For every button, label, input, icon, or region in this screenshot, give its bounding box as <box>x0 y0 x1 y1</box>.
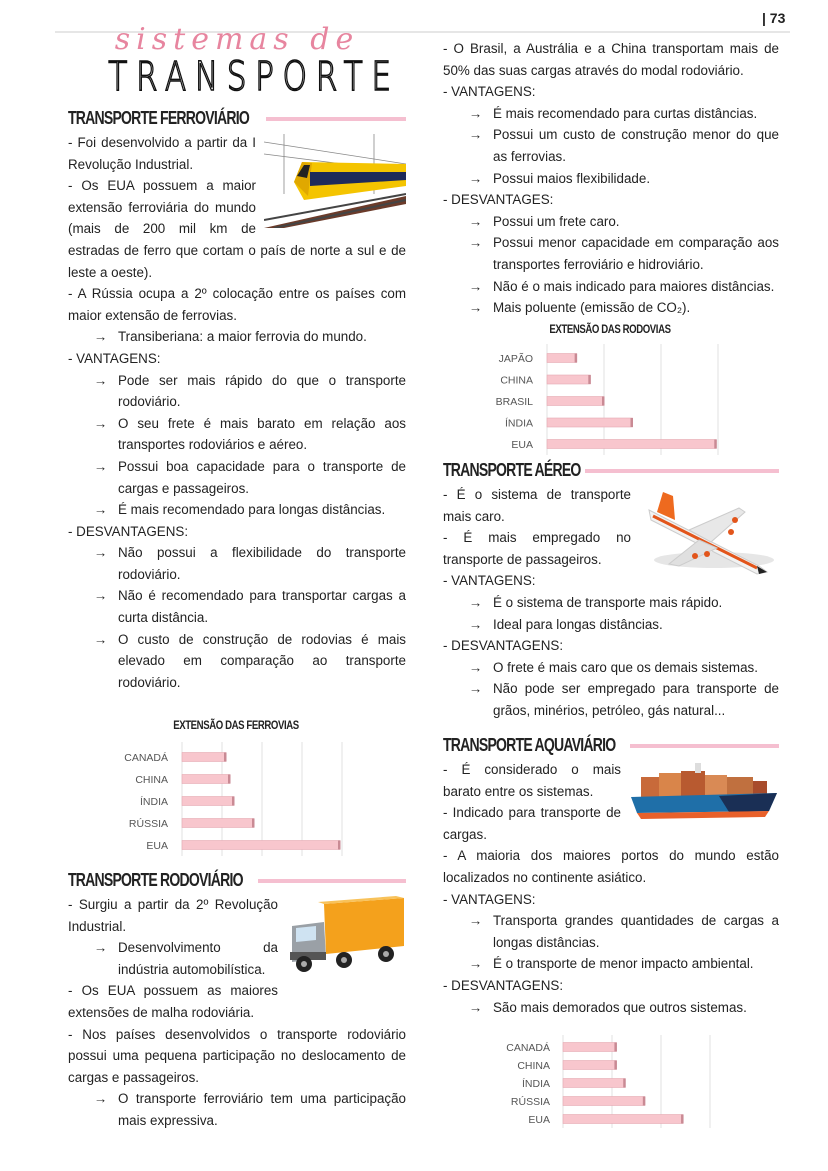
bar-end <box>602 397 605 406</box>
bar <box>547 440 716 449</box>
bar-end <box>224 753 227 762</box>
bar-end <box>252 819 255 828</box>
category-label: RÚSSIA <box>510 1096 550 1108</box>
text-line: - VANTAGENS: <box>443 573 536 589</box>
bar <box>182 841 340 850</box>
bar-end <box>614 1043 617 1052</box>
bullet-item: → Desenvolvimento da indústria automobilística. <box>68 937 406 980</box>
category-label: CANADÁ <box>506 1042 550 1054</box>
bullet-item: → Ideal para longas distâncias. <box>443 614 779 636</box>
bar-end <box>643 1097 646 1106</box>
bar <box>563 1043 616 1052</box>
bullet-item: → Não é o mais indicado para maiores distâncias. <box>443 276 779 298</box>
category-label: CHINA <box>500 374 533 387</box>
bullet-item: → Mais poluente (emissão de CO₂). <box>443 297 779 319</box>
bullet-item: → Não pode ser empregado para transporte de grãos, minérios, petróleo, gás natural... <box>443 678 779 721</box>
category-label: CHINA <box>517 1060 550 1072</box>
bar <box>547 418 633 427</box>
text-line: - DESVANTAGENS: <box>68 523 189 539</box>
bullet-item: → É o transporte de menor impacto ambiental. <box>443 953 779 975</box>
bullet-item: → É o sistema de transporte mais rápido. <box>443 592 779 614</box>
category-label: ÍNDIA <box>521 1078 550 1090</box>
text-line: - VANTAGENS: <box>443 891 536 907</box>
text-line: - VANTAGENS: <box>443 84 536 100</box>
bullet-item: → Possui boa capacidade para o transporte de cargas e passageiros. <box>68 456 406 499</box>
page-title: TRANSPORTE <box>108 54 400 100</box>
title-script: sistemas de <box>114 22 360 57</box>
heading-text: TRANSPORTE RODOVIÁRIO <box>68 870 243 891</box>
bar-end <box>338 841 341 850</box>
bullet-item: → É mais recomendado para longas distâncias. <box>68 499 406 521</box>
text-line: - Os EUA possuem as maiores extensões de malha rodoviária. <box>68 983 278 1020</box>
chart-title-ferrovias: EXTENSÃO DAS FERROVIAS <box>173 718 299 732</box>
text-line: - Nos países desenvolvidos o transporte rodoviário possui uma pequena participação no deslocamento de cargas e passageiros. <box>68 1026 406 1085</box>
chart-title-rodovias: EXTENSÃO DAS RODOVIAS <box>549 322 671 336</box>
text-line: - DESVANTAGENS: <box>443 638 564 654</box>
category-label: CANADÁ <box>124 752 168 764</box>
category-label: EUA <box>146 840 168 852</box>
bar-end <box>588 375 591 384</box>
bullet-item: → Transiberiana: a maior ferrovia do mundo. <box>68 326 406 348</box>
category-label: JAPÃO <box>498 353 533 365</box>
text-line: - Os EUA possuem a maior extensão ferroviária do mundo (mais de 200 mil km de estradas de ferro que cortam o país de norte a sul e de leste a oeste). <box>68 178 406 280</box>
bar-end <box>232 797 235 806</box>
bar <box>182 819 254 828</box>
bar-end <box>228 775 231 784</box>
bullet-item: → Transporta grandes quantidades de cargas a longas distâncias. <box>443 910 779 953</box>
bar <box>563 1115 683 1124</box>
bar <box>563 1079 625 1088</box>
category-label: BRASIL <box>495 396 533 408</box>
bar-end <box>623 1079 626 1088</box>
category-label: ÍNDIA <box>504 417 533 430</box>
bar <box>563 1097 645 1106</box>
bullet-item: → Possui um frete caro. <box>443 211 779 233</box>
bar-end <box>614 1061 617 1070</box>
bullet-item: → Possui um custo de construção menor do que as ferrovias. <box>443 124 779 167</box>
bar-end <box>714 440 717 449</box>
bar <box>563 1061 616 1070</box>
bullet-item: → O custo de construção de rodovias é mais elevado em comparação ao transporte rodoviário. <box>68 629 406 694</box>
text-line: - É o sistema de transporte mais caro. <box>443 487 631 524</box>
category-label: EUA <box>511 439 533 451</box>
bullet-item: → São mais demorados que outros sistemas. <box>443 997 779 1019</box>
text-line: - Surgiu a partir da 2º Revolução Industrial. <box>68 897 278 934</box>
category-label: ÍNDIA <box>139 796 168 808</box>
text-line: - A Rússia ocupa a 2º colocação entre os países com maior extensão de ferrovias. <box>68 286 406 323</box>
category-label: RÚSSIA <box>128 818 168 830</box>
text-line: - O Brasil, a Austrália e a China transportam mais de 50% das suas cargas através do modal rodoviário. <box>443 41 779 78</box>
text-line: - É considerado o mais barato entre os sistemas. <box>443 762 621 799</box>
category-label: EUA <box>528 1114 550 1126</box>
bar <box>182 797 234 806</box>
text-line: - DESVANTAGES: <box>443 192 554 208</box>
bullet-item: → Possui menor capacidade em comparação aos transportes ferroviário e hidroviário. <box>443 232 779 275</box>
category-label: CHINA <box>135 774 168 786</box>
bar <box>547 354 577 363</box>
text-line: - VANTAGENS: <box>68 350 161 366</box>
bullet-item: → Possui maios flexibilidade. <box>443 168 779 190</box>
bar-end <box>681 1115 684 1124</box>
heading-text: TRANSPORTE AÉREO <box>443 460 581 481</box>
bullet-item: → Não possui a flexibilidade do transporte rodoviário. <box>68 542 406 585</box>
bullet-item: → O seu frete é mais barato em relação aos transportes rodoviários e aéreo. <box>68 413 406 456</box>
text-line: - A maioria dos maiores portos do mundo estão localizados no continente asiático. <box>443 848 779 885</box>
text-line: - Indicado para transporte de cargas. <box>443 805 621 842</box>
bar <box>547 397 604 406</box>
text-line: - DESVANTAGENS: <box>443 977 564 993</box>
heading-text: TRANSPORTE FERROVIÁRIO <box>68 108 249 129</box>
page-number: | 73 <box>762 10 786 26</box>
bullet-item: → O transporte ferroviário tem uma participação mais expressiva. <box>68 1088 406 1131</box>
bullet-item: → Pode ser mais rápido do que o transporte rodoviário. <box>68 370 406 413</box>
bar <box>547 375 590 384</box>
bullet-item: → O frete é mais caro que os demais sistemas. <box>443 657 779 679</box>
bar <box>182 753 226 762</box>
bar-end <box>575 354 578 363</box>
text-line: - É mais empregado no transporte de passageiros. <box>443 530 631 567</box>
bar-end <box>631 418 634 427</box>
heading-text: TRANSPORTE AQUAVIÁRIO <box>443 735 616 756</box>
bullet-item: → É mais recomendado para curtas distâncias. <box>443 103 779 125</box>
bullet-item: → Não é recomendado para transportar cargas a curta distância. <box>68 585 406 628</box>
text-line: - Foi desenvolvido a partir da I Revolução Industrial. <box>68 135 256 172</box>
bar <box>182 775 230 784</box>
